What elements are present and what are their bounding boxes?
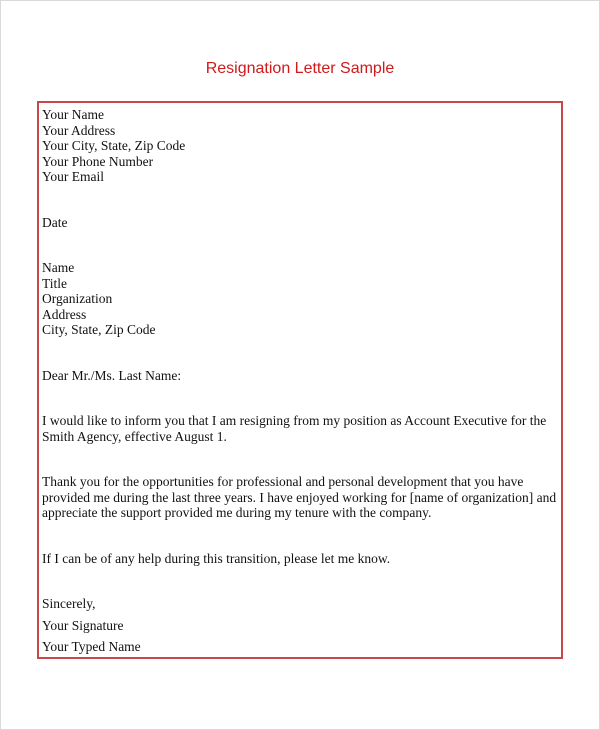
sender-email: Your Email — [42, 169, 105, 184]
sender-city-state-zip: Your City, State, Zip Code — [42, 138, 186, 153]
document-title: Resignation Letter Sample — [205, 60, 395, 77]
recipient-address: Address — [42, 306, 87, 322]
recipient-title: Title — [42, 275, 68, 291]
letter-body — [42, 107, 562, 655]
sender-phone: Your Phone Number — [42, 153, 154, 169]
sender-address: Your Address — [42, 122, 116, 138]
typed-name: Your Typed Name — [42, 639, 141, 654]
body-paragraph: Thank you for the opportunities for professional and personal development that you have provided me during the last three years. I have enjoyed working for [name of organization] and appreciate the support provided me during my tenure with the company. — [42, 474, 557, 520]
body-paragraph: If I can be of any help during this transition, please let me know. — [42, 550, 391, 566]
recipient-block — [42, 260, 562, 338]
sender-block — [42, 107, 562, 185]
body-paragraph: I would like to inform you that I am resigning from my position as Account Executive for the Smith Agency, effective August 1. — [42, 413, 547, 444]
recipient-name: Name — [42, 260, 75, 275]
signature: Your Signature — [42, 617, 124, 633]
salutation: Dear Mr./Ms. Last Name: — [42, 367, 182, 383]
sender-name: Your Name — [42, 107, 105, 122]
closing: Sincerely, — [42, 596, 96, 611]
recipient-city-state-zip: City, State, Zip Code — [42, 322, 156, 337]
recipient-organization: Organization — [42, 291, 113, 306]
letter-date: Date — [42, 214, 68, 230]
